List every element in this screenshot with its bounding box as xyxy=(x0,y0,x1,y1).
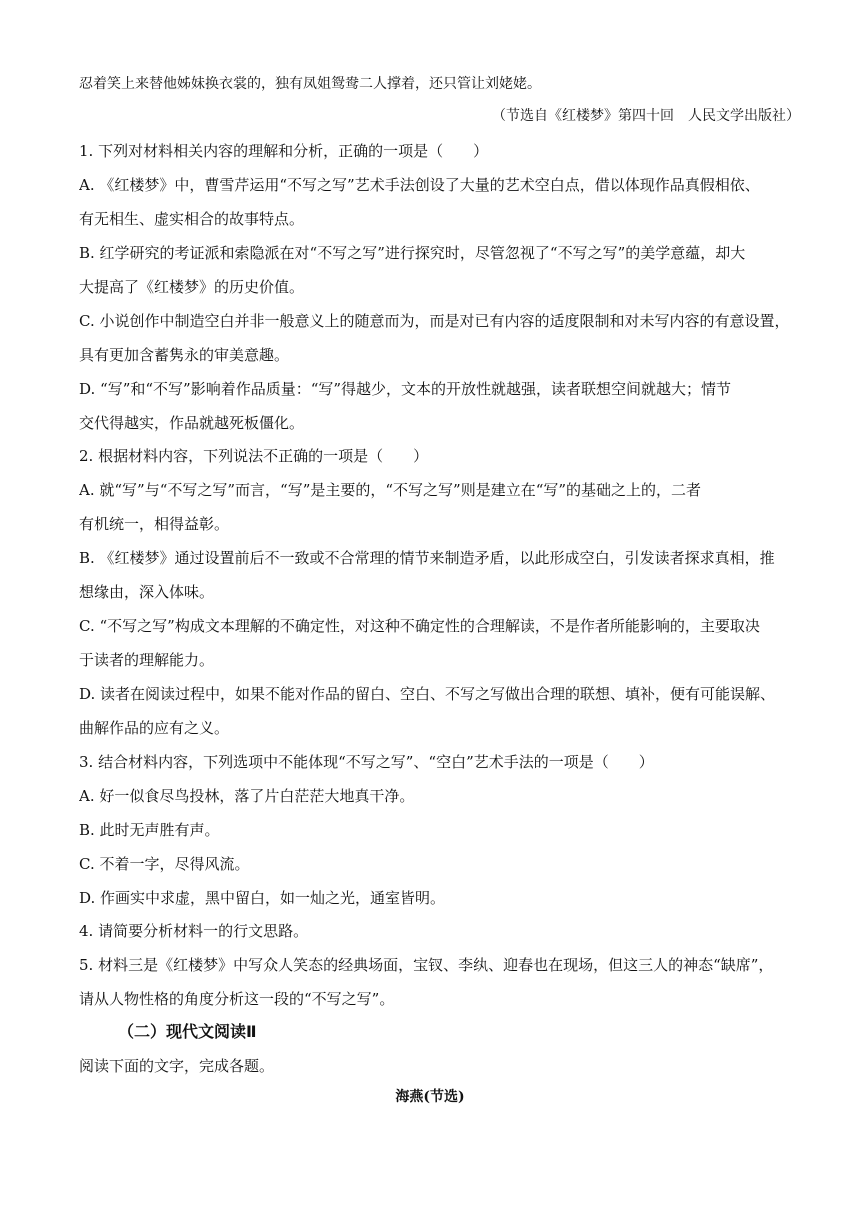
question-2-option-c: C. “不写之写”构成文本理解的不确定性，对这种不确定性的合理解读，不是作者所能影响的，主要取决 xyxy=(79,617,760,635)
question-2-option-b: B. 《红楼梦》通过设置前后不一致或不合常理的情节来制造矛盾，以此形成空白，引发读者探求真相，推 xyxy=(79,549,775,567)
question-1-stem: 1. 下列对材料相关内容的理解和分析，正确的一项是（ ） xyxy=(79,142,489,160)
question-3-option-c: C. 不着一字，尽得风流。 xyxy=(79,855,250,873)
question-2-option-b-cont: 想缘由，深入体味。 xyxy=(79,583,215,601)
question-4-stem: 4. 请简要分析材料一的行文思路。 xyxy=(79,922,309,940)
section-heading: （二）现代文阅读Ⅱ xyxy=(118,1022,257,1041)
question-2-stem: 2. 根据材料内容，下列说法不正确的一项是（ ） xyxy=(79,447,429,465)
question-1-option-d: D. “写”和“不写”影响着作品质量：“写”得越少，文本的开放性就越强，读者联想空间就越大；情节 xyxy=(79,380,732,398)
question-2-option-c-cont: 于读者的理解能力。 xyxy=(79,651,215,669)
question-3-option-b: B. 此时无声胜有声。 xyxy=(79,821,220,839)
source-citation: （节选自《红楼梦》第四十回 人民文学出版社） xyxy=(492,108,800,124)
question-5-stem-cont: 请从人物性格的角度分析这一段的“不写之写”。 xyxy=(79,990,395,1008)
question-1-option-c-cont: 具有更加含蓄隽永的审美意趣。 xyxy=(79,346,290,364)
question-1-option-a: A. 《红楼梦》中，曹雪芹运用“不写之写”艺术手法创设了大量的艺术空白点，借以体现作品真假相依、 xyxy=(79,176,760,194)
question-2-option-a: A. 就“写”与“不写之写”而言，“写”是主要的，“不写之写”则是建立在“写”的基础之上的，二者 xyxy=(79,481,702,499)
question-1-option-a-cont: 有无相生、虚实相合的故事特点。 xyxy=(79,210,305,228)
question-2-option-a-cont: 有机统一，相得益彰。 xyxy=(79,515,230,533)
question-1-option-d-cont: 交代得越实，作品就越死板僵化。 xyxy=(79,414,305,432)
question-3-stem: 3. 结合材料内容，下列选项中不能体现“不写之写”、“空白”艺术手法的一项是（ ） xyxy=(79,753,654,771)
question-2-option-d-cont: 曲解作品的应有之义。 xyxy=(79,719,230,737)
section-instruction: 阅读下面的文字，完成各题。 xyxy=(79,1057,275,1075)
question-1-option-c: C. 小说创作中制造空白并非一般意义上的随意而为，而是对已有内容的适度限制和对未写内容的有意设置， xyxy=(79,312,790,330)
question-5-stem: 5. 材料三是《红楼梦》中写众人笑态的经典场面，宝钗、李纨、迎春也在现场，但这三人的神态“缺席”， xyxy=(79,956,774,974)
passage-text-line: 忍着笑上来替他姊妹换衣裳的，独有凤姐鸳鸯二人撑着，还只管让刘姥姥。 xyxy=(79,76,541,92)
question-1-option-b: B. 红学研究的考证派和索隐派在对“不写之写”进行探究时，尽管忽视了“不写之写”的美学意蕴，却大 xyxy=(79,244,746,262)
question-3-option-d: D. 作画实中求虚，黑中留白，如一灿之光，通室皆明。 xyxy=(79,889,446,907)
question-2-option-d: D. 读者在阅读过程中，如果不能对作品的留白、空白、不写之写做出合理的联想、填补，便有可能误解、 xyxy=(79,685,776,703)
question-1-option-b-cont: 大提高了《红楼梦》的历史价值。 xyxy=(79,278,305,296)
passage-title: 海燕(节选) xyxy=(395,1089,465,1105)
question-3-option-a: A. 好一似食尽鸟投林，落了片白茫茫大地真干净。 xyxy=(79,787,415,805)
